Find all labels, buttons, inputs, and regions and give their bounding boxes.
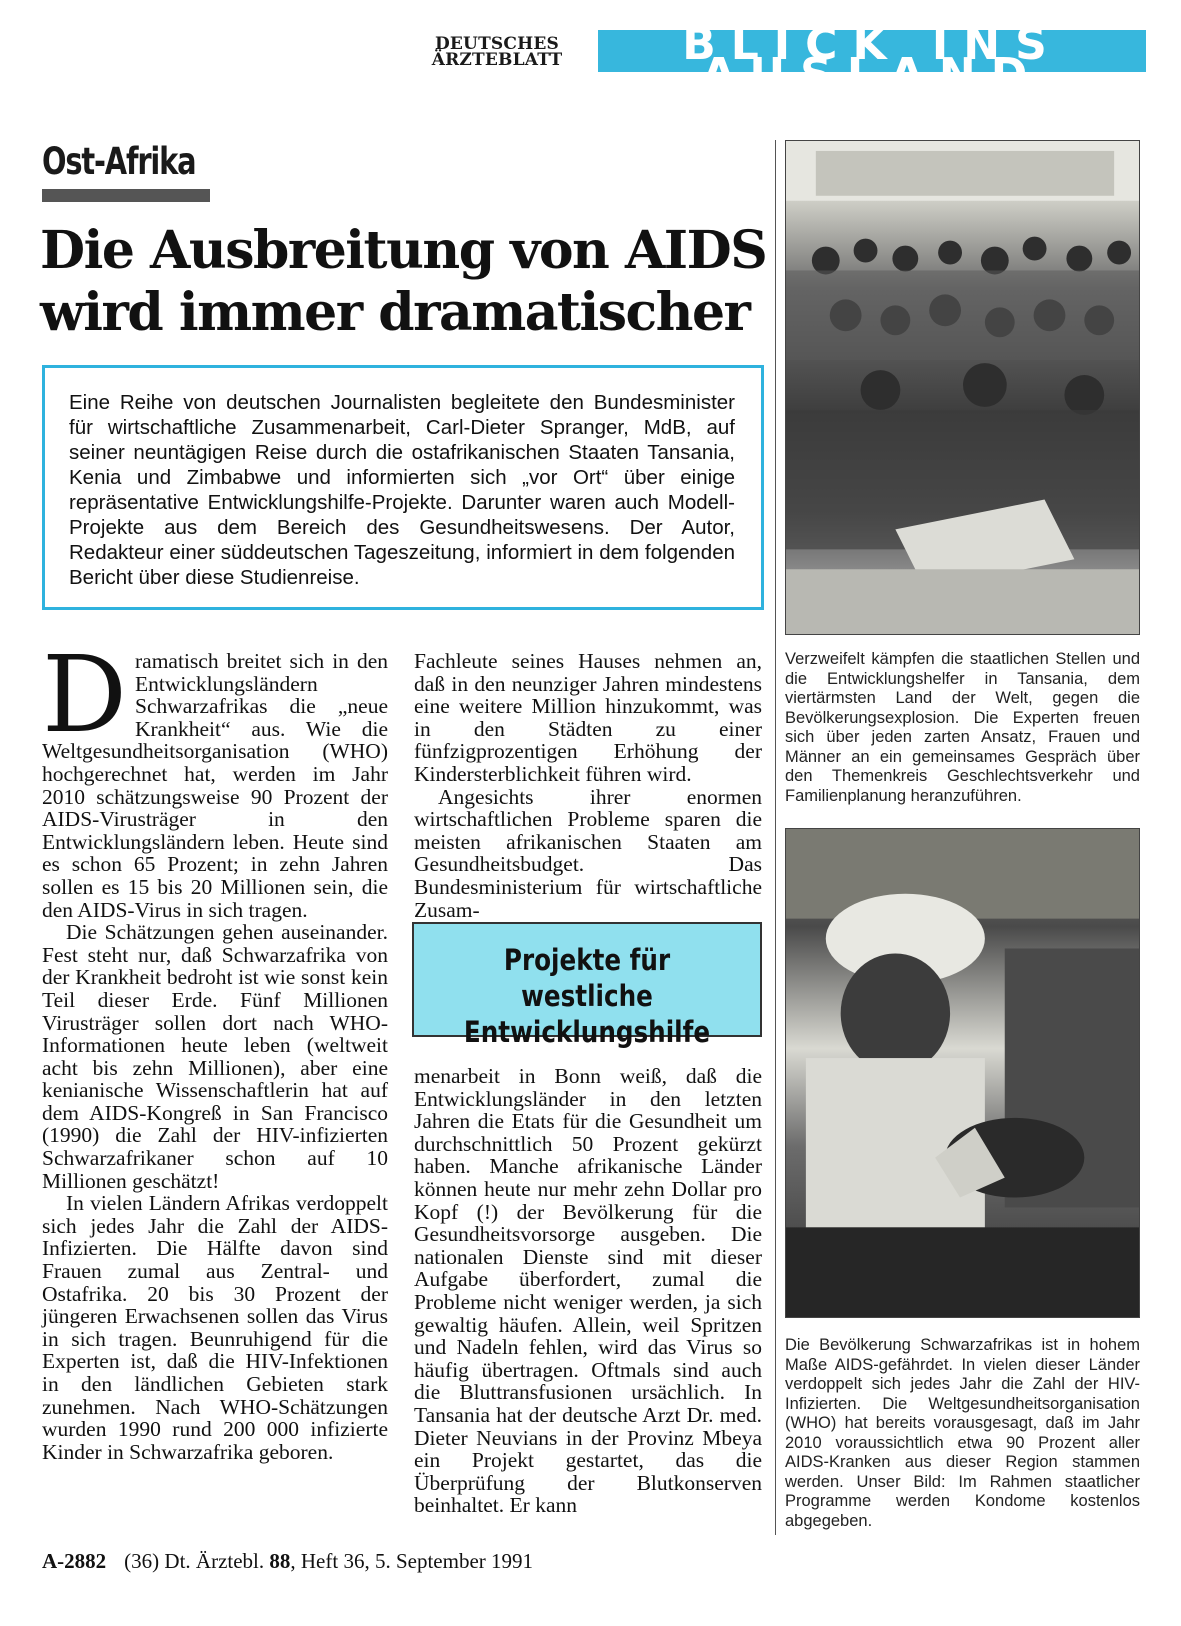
page-footer xyxy=(42,1549,533,1574)
article-column-2-continued xyxy=(414,1065,762,1517)
kicker-underline xyxy=(42,189,210,202)
page-code: A-2882 xyxy=(42,1549,107,1573)
masthead-logo xyxy=(408,36,586,68)
photo-crowd-meeting-image xyxy=(786,141,1139,634)
subhead-line1: Projekte für westliche xyxy=(503,943,671,1013)
citation-suffix: , Heft 36, 5. September 1991 xyxy=(290,1549,534,1573)
paragraph: Die Schätzungen gehen auseinander. Fest steht nur, daß Schwarzafrika von der Krankheit bedroht ist wie sonst kein Teil dieser Erde. Fünf Millionen Virusträger sollen dort nach WHO-Informationen heute leben (weltweit acht bis zehn Millionen), aber eine kenianische Wissenschaftlerin hat auf dem AIDS-Kongreß in San Francisco (1990) die Zahl der HIV-infizierten Schwarzafrikaner schon auf 10 Millionen geschätzt! xyxy=(42,920,388,1193)
masthead-line2: ÄRZTEBLATT xyxy=(431,50,563,70)
headline-line1: Die Ausbreitung von AIDS xyxy=(40,220,767,281)
paragraph: Angesichts ihrer enormen wirtschaftlichen Probleme sparen die meisten afrikanischen Staaten am Gesundheitsbudget. Das Bundesministerium für wirtschaftliche Zusam- xyxy=(414,784,762,922)
intro-box xyxy=(42,365,764,610)
citation-prefix: (36) Dt. Ärztebl. xyxy=(124,1549,270,1573)
subhead-box xyxy=(412,922,762,1049)
paragraph: menarbeit in Bonn weiß, daß die Entwicklungsländer in den letzten Jahren die Etats für die Gesundheit um durchschnittlich 50 Prozent gekürzt haben. Manche afrikanische Länder können heute nur mehr zehn Dollar pro Kopf (!) der Bevölkerung für die Gesundheitsvorsorge ausgeben. Die nationalen Dienste sind mit dieser Aufgabe überfordert, zumal die Probleme nicht weniger werden, ja sich gewaltig häufen. Allein, weil Spritzen und Nadeln fehlen, wird das Virus so häufig übertragen. Oftmals sind auch die Bluttransfusionen ursächlich. In Tansania hat der deutsche Arzt Dr. med. Dieter Neuvians in der Provinz Mbeya ein Projekt gestartet, das die Überprüfung der Blutkonserven beinhaltet. Er kann xyxy=(414,1064,762,1518)
photo-condom-distribution-image xyxy=(786,829,1139,1317)
photo-crowd-meeting xyxy=(785,140,1140,635)
article-column-1 xyxy=(42,633,388,1464)
headline-line2: wird immer dramatischer xyxy=(40,282,750,343)
photo-condom-distribution xyxy=(785,828,1140,1318)
paragraph xyxy=(42,633,388,922)
paragraph-text: ramatisch breitet sich in den Entwicklungsländern Schwarzafrikas die „neue Krankheit“ aus. Wie die Weltgesundheitsorganisation (WHO) hochgerechnet hat, werden im Jahr 2010 schätzungsweise 90 Prozent der AIDS-Virusträger in den Entwicklungsländern leben. Heute sind es schon 65 Prozent; in zehn Jahren sollen es 15 bis 20 Millionen sein, die den AIDS-Virus in sich tragen. xyxy=(42,649,388,922)
section-banner: BLICK INS AUSLAND xyxy=(598,30,1146,72)
intro-text: Eine Reihe von deutschen Journalisten begleitete den Bundesminister für wirtschaftliche Zusammenarbeit, Carl-Dieter Spranger, MdB, auf seiner neuntägigen Reise durch die ostafrikanischen Staaten Tansania, Kenia und Zimbabwe und informierten sich „vor Ort“ über einige repräsentative Entwicklungshilfe-Projekte. Darunter waren auch Modell-Projekte aus dem Bereich des Gesundheitswesens. Der Autor, Redakteur einer süddeutschen Tageszeitung, informiert in dem folgenden Bericht über diese Studienreise. xyxy=(69,391,735,589)
masthead-line1: DEUTSCHES xyxy=(434,34,560,54)
article-headline xyxy=(40,220,766,344)
photo-caption-2: Die Bevölkerung Schwarzafrikas ist in hohem Maße AIDS-gefährdet. In vielen dieser Länder verdoppelt sich jedes Jahr die Zahl der HIV-Infizierten. Die Weltgesundheitsorganisation (WHO) hat bereits vorausgesagt, daß im Jahr 2010 voraussichtlich etwa 90 Prozent aller AIDS-Kranken aus dieser Region stammen werden. Unser Bild: Im Rahmen staatlicher Programme werden Kondome kostenlos abgegeben. xyxy=(785,1336,1140,1530)
paragraph: In vielen Ländern Afrikas verdoppelt sich jedes Jahr die Zahl der AIDS-Infizierten. Die Hälfte davon sind Frauen zumal aus Zentral- und Ostafrika. 20 bis 30 Prozent der jüngeren Erwachsenen sollen das Virus in sich tragen. Beunruhigend für die Experten ist, daß die HIV-Infektionen in den ländlichen Gebieten stark zunehmen. Nach WHO-Schätzungen wurden 1990 rund 200 000 infizierte Kinder in Schwarzafrika geboren. xyxy=(42,1191,388,1464)
photo-caption-1: Verzweifelt kämpfen die staatlichen Stellen und die Entwicklungshelfer in Tansania, dem viertärmsten Land der Welt, gegen die Bevölkerungsexplosion. Die Experten freuen sich über jeden zarten Ansatz, Frauen und Männer an ein gemeinsames Gespräch über den Themenkreis Geschlechtsverkehr und Familienplanung heranzuführen. xyxy=(785,650,1140,805)
drop-cap: D xyxy=(42,633,127,756)
citation-volume: 88 xyxy=(269,1549,291,1573)
subhead-line2: Entwicklungshilfe xyxy=(463,1015,711,1049)
paragraph: Fachleute seines Hauses nehmen an, daß in den neunziger Jahren mindestens eine weitere Million hinzukommt, was in den Städten zu einer fünfzigprozentigen Erhöhung der Kindersterblichkeit führen wird. xyxy=(414,649,762,786)
column-divider xyxy=(775,140,776,1535)
article-kicker: Ost-Afrika xyxy=(42,140,196,183)
article-column-2 xyxy=(414,650,762,921)
